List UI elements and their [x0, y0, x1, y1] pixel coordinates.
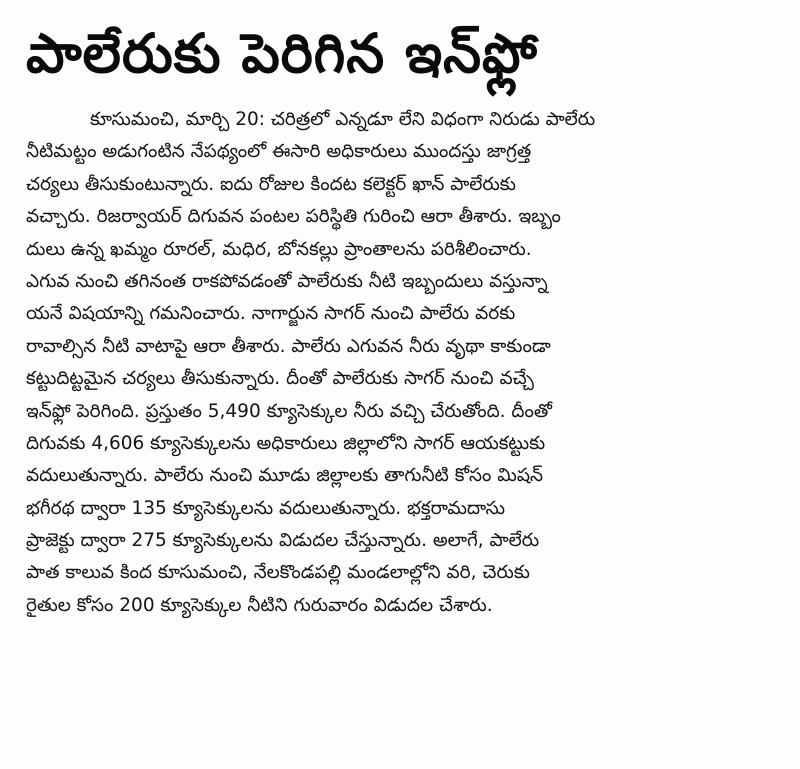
- article-line: ప్రాజెక్టు ద్వారా 275 క్యూసెక్కులను విడుదల చేస్తున్నారు. అలాగే, పాలేరు: [26, 530, 540, 552]
- article-line: కట్టుదిట్టమైన చర్యలు తీసుకున్నారు. దీంతో పాలేరుకు సాగర్ నుంచి వచ్చే: [26, 368, 534, 390]
- article-line: చర్యలు తీసుకుంటున్నారు. ఐదు రోజుల కిందట కలెక్టర్ ఖాన్ పాలేరుకు: [26, 173, 516, 195]
- article-line: దులు ఉన్న ఖమ్మం రూరల్, మధిర, బోనకల్లు ప్రాంతాలను పరిశీలించారు.: [26, 238, 532, 260]
- article-line: భగీరథ ద్వారా 135 క్యూసెక్కులను వదులుతున్నారు. భక్తరామదాసు: [26, 497, 505, 519]
- article-line: దిగువకు 4,606 క్యూసెక్కులను అధికారులు జిల్లాలోని సాగర్ ఆయకట్టుకు: [26, 432, 546, 454]
- article-line: రావాల్సిన నీటి వాటాపై ఆరా తీశారు. పాలేరు ఎగువన నీరు వృథా కాకుండా: [26, 335, 551, 357]
- article-line: రైతుల కోసం 200 క్యూసెక్కుల నీటిని గురువారం విడుదల చేశారు.: [26, 594, 493, 616]
- article-line: ఎగువ నుంచి తగినంత రాకపోవడంతో పాలేరుకు నీటి ఇబ్బందులు వస్తున్నా: [26, 270, 548, 292]
- article-line: నీటిమట్టం అడుగంటిన నేపథ్యంలో ఈసారి అధికారులు ముందస్తు జాగ్రత్త: [26, 141, 532, 163]
- article-line: వదులుతున్నారు. పాలేరు నుంచి మూడు జిల్లాలకు తాగునీటి కోసం మిషన్: [26, 465, 544, 487]
- article-line: ఇన్‌ఫ్లో పెరిగింది. ప్రస్తుతం 5,490 క్యూసెక్కుల నీరు వచ్చి చేరుతోంది. దీంతో: [26, 400, 552, 422]
- article-line: యనే విషయాన్ని గమనించారు. నాగార్జున సాగర్ నుంచి పాలేరు వరకు: [26, 303, 516, 325]
- article-line: పాత కాలువ కింద కూసుమంచి, నేలకొండపల్లి మండలాల్లోని వరి, చెరుకు: [26, 562, 530, 584]
- article-body: [26, 104, 782, 622]
- article-line: వచ్చారు. రిజర్వాయర్ దిగువన పంటల పరిస్థితి గురించి ఆరా తీశారు. ఇబ్బం: [26, 206, 561, 228]
- article-line: కూసుమంచి, మార్చి 20: చరిత్రలో ఎన్నడూ లేని విధంగా నిరుడు పాలేరు: [90, 109, 596, 130]
- article-headline: పాలేరుకు పెరిగిన ఇన్‌ఫ్లో: [26, 22, 539, 85]
